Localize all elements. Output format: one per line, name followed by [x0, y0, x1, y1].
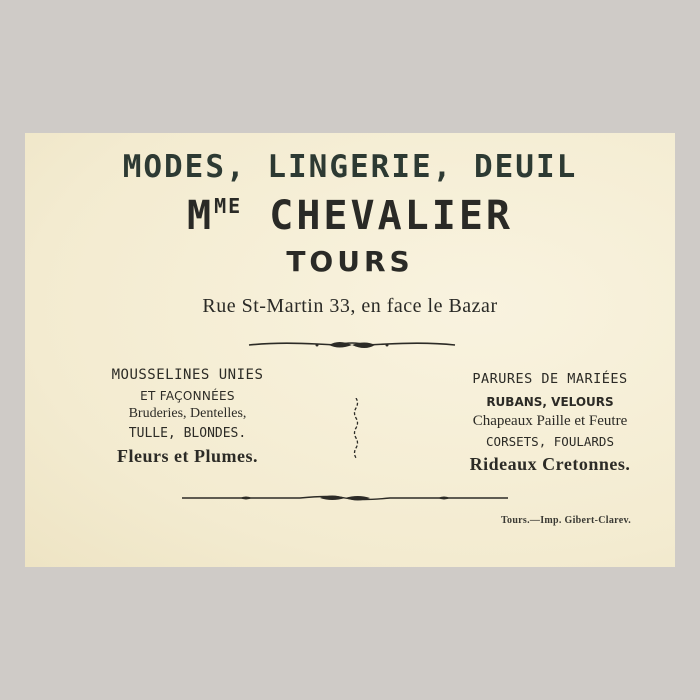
name-prefix-superscript: ME — [214, 194, 243, 218]
card-header: MODES, LINGERIE, DEUIL — [122, 149, 578, 185]
address: Rue St-Martin 33, en face le Bazar — [202, 295, 498, 317]
left-column — [45, 367, 330, 467]
left-line-2: ET FAÇONNÉES — [140, 389, 235, 403]
left-line-5: Fleurs et Plumes. — [117, 446, 258, 466]
top-ornament-rule — [247, 339, 457, 351]
right-column — [415, 371, 685, 475]
right-line-3: Chapeaux Paille et Feutre — [472, 413, 628, 429]
vertical-wavy-divider — [352, 398, 360, 462]
name-text: CHEVALIER — [269, 193, 514, 239]
proprietor-name — [25, 193, 675, 239]
right-line-4: CORSETS, FOULARDS — [486, 434, 614, 449]
right-line-2: RUBANS, VELOURS — [486, 395, 614, 409]
trade-card — [25, 133, 675, 567]
printer-imprint: Tours.—Imp. Gibert-Clarev. — [500, 515, 631, 526]
city: TOURS — [286, 245, 414, 278]
left-line-3: Bruderies, Dentelles, — [128, 406, 247, 421]
bottom-ornament-rule — [180, 493, 510, 503]
name-prefix: M — [186, 193, 215, 239]
right-line-5: Rideaux Cretonnes. — [469, 454, 631, 474]
left-line-1: MOUSSELINES UNIES — [111, 367, 264, 383]
left-line-4: TULLE, BLONDES. — [128, 426, 247, 441]
right-line-1: PARURES DE MARIÉES — [472, 371, 628, 387]
